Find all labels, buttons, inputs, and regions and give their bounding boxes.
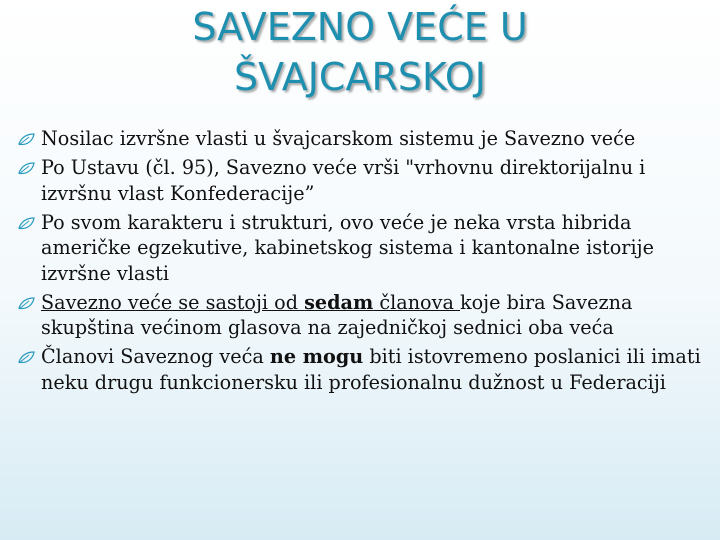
bullet-item (18, 290, 708, 341)
bullet-item (18, 155, 708, 206)
leaf-bullet-icon (18, 162, 35, 175)
leaf-bullet-icon (18, 351, 35, 364)
bullet-text: Po svom karakteru i strukturi, ovo veće je neka vrsta hibrida američke egzekutive, kabinetskog sistema i kantonalne istorije izvršne vlasti (41, 210, 654, 285)
bullet-text: koje bira Savezna skupština većinom glasova na zajedničkoj sednici oba veća (41, 290, 633, 339)
leaf-bullet-icon (18, 297, 35, 310)
bullet-text: Članovi Saveznog veća (41, 345, 270, 368)
bullet-text-underlined: Savezno veće se sastoji od (41, 290, 305, 314)
slide-title-line-1: SAVEZNO VEĆE U (192, 5, 528, 49)
leaf-bullet-icon (18, 133, 35, 146)
bullet-item (18, 126, 708, 152)
slide-title (60, 2, 660, 102)
bullet-item (18, 344, 708, 395)
bullet-text-underlined: članova (373, 290, 460, 314)
bullet-text: Po Ustavu (čl. 95), Savezno veće vrši "vrhovnu direktorijalnu i izvršnu vlast Konfederacije” (41, 156, 646, 205)
leaf-bullet-icon (18, 217, 35, 230)
bullet-item (18, 210, 708, 287)
bullet-text-emphasis: sedam (304, 290, 374, 314)
bullet-list (18, 126, 708, 399)
bullet-text: biti istovremeno poslanici ili imati neku drugu funkcionersku ili profesionalnu dužnost u Federaciji (41, 345, 701, 394)
bullet-text: Nosilac izvršne vlasti u švajcarskom sistemu je Savezno veće (41, 127, 636, 150)
bullet-text-emphasis: ne mogu (269, 345, 364, 368)
slide-title-line-2: ŠVAJCARSKOJ (234, 55, 486, 99)
